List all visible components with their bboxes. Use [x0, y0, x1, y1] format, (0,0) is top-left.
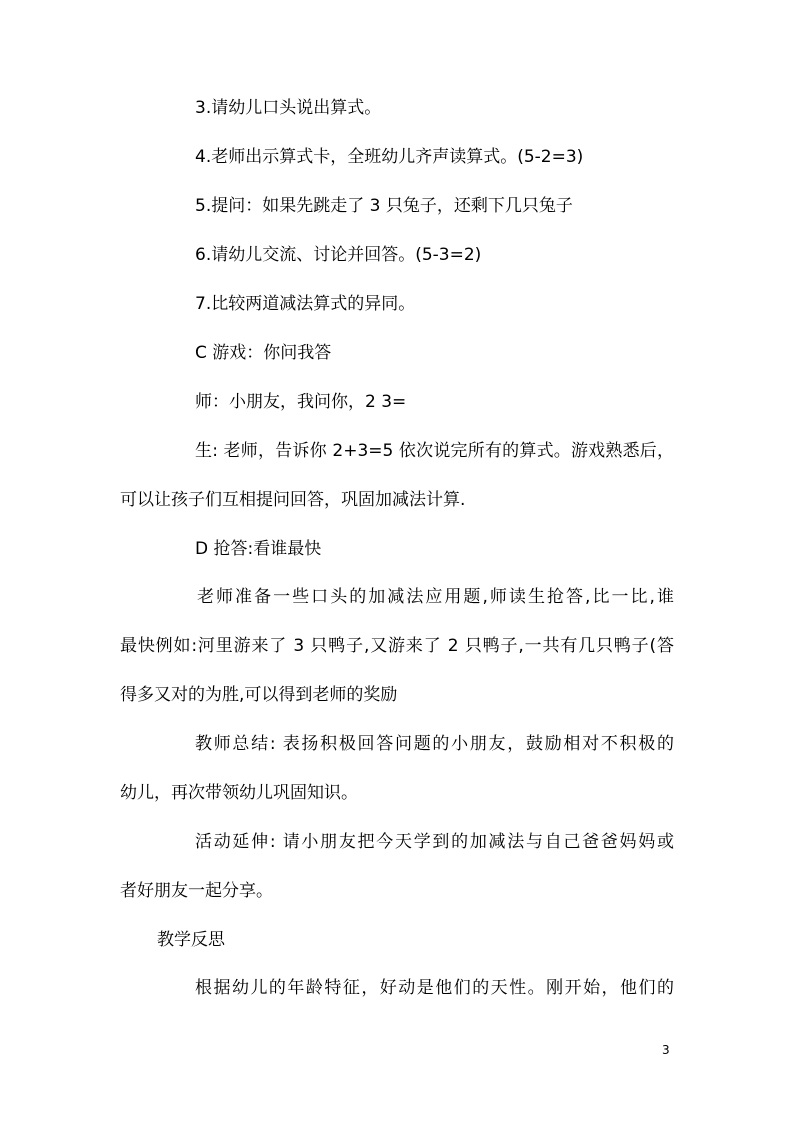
student-answer-line: 生: 老师，告诉你 2+3=5 依次说完所有的算式。游戏熟悉后， — [195, 441, 674, 461]
activity-extension-line-2: 者好朋友一起分享。 — [120, 881, 273, 901]
quick-answer-paragraph-line-2: 最快例如:河里游来了 3 只鸭子,又游来了 2 只鸭子,一共有几只鸭子(答 — [120, 636, 674, 656]
teacher-question-line: 师：小朋友，我问你，2 3= — [195, 392, 407, 412]
teaching-reflection-heading: 教学反思 — [157, 930, 225, 950]
step-4-line: 4.老师出示算式卡，全班幼儿齐声读算式。(5-2=3) — [195, 147, 584, 167]
quick-answer-heading: D 抢答:看谁最快 — [195, 539, 322, 559]
teacher-summary-line-2: 幼儿，再次带领幼儿巩固知识。 — [120, 783, 358, 803]
teacher-summary-line-1: 教师总结: 表扬积极回答问题的小朋友，鼓励相对不积极的 — [195, 734, 674, 754]
quick-answer-paragraph-line-3: 得多又对的为胜,可以得到老师的奖励 — [120, 685, 398, 705]
step-5-line: 5.提问：如果先跳走了 3 只兔子，还剩下几只兔子 — [195, 196, 573, 216]
quick-answer-paragraph-line-1: 老师准备一些口头的加减法应用题,师读生抢答,比一比,谁 — [197, 587, 674, 607]
step-7-line: 7.比较两道减法算式的异同。 — [195, 294, 416, 314]
step-3-line: 3.请幼儿口头说出算式。 — [195, 98, 382, 118]
activity-extension-line-1: 活动延伸: 请小朋友把今天学到的加减法与自己爸爸妈妈或 — [195, 832, 674, 852]
student-answer-continuation: 可以让孩子们互相提问回答，巩固加减法计算. — [120, 490, 466, 510]
teaching-reflection-paragraph-line-1: 根据幼儿的年龄特征，好动是他们的天性。刚开始，他们的 — [195, 978, 674, 998]
page-number: 3 — [662, 1043, 670, 1057]
step-6-line: 6.请幼儿交流、讨论并回答。(5-3=2) — [195, 245, 482, 265]
game-heading: C 游戏：你问我答 — [195, 343, 332, 363]
